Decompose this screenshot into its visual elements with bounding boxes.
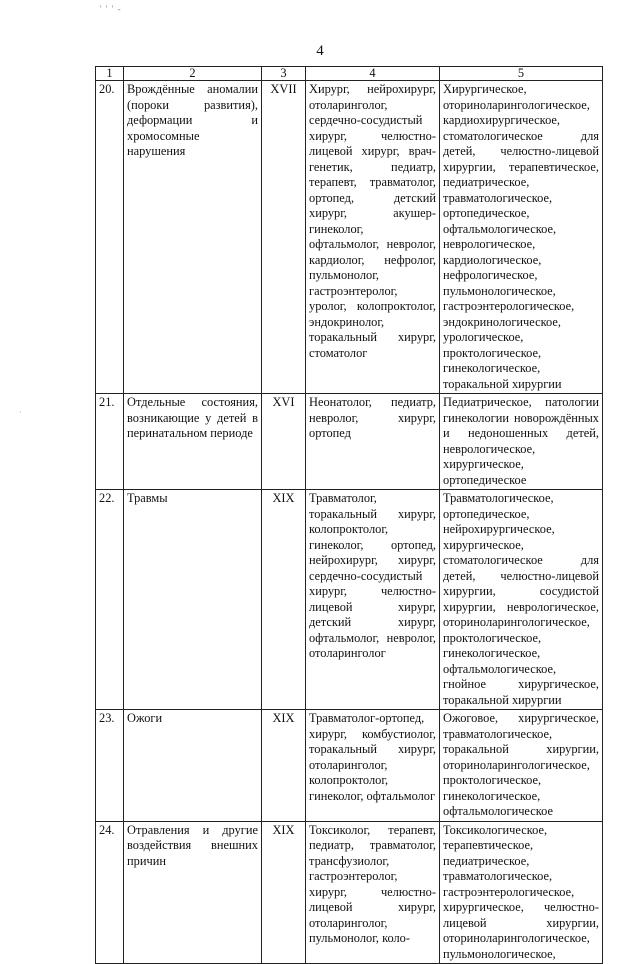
page-number: 4 [316, 43, 324, 59]
specialists-text: Неонатолог, педиатр, невролог, хирург, ортопед [309, 395, 436, 440]
departments-text: Травматологическое, ортопедическое, нейрохирургическое, хирургическое, стоматологическое для детей, челюстно-лицевой хирургии, сосудистой хирургии, неврологическое, оториноларингологическое, проктологическое, гинекологическое, офтальмологическое, гнойное хирургическое, торакальной хирургии [443, 491, 599, 707]
icd-chapter-cell: XVI [262, 394, 306, 490]
scan-edge-mark: · [19, 408, 22, 417]
row-number: 24. [96, 821, 124, 964]
specialists-text: Травматолог-ортопед, хирург, комбустиолог, торакальный хирург, отоларинголог, колопроктолог, гинеколог, офтальмолог [309, 711, 436, 803]
condition-text: Ожоги [127, 711, 163, 725]
departments-text: Ожоговое, хирургическое, травматологическое, торакальной хирургии, оториноларингологическое, проктологическое, гинекологическое, офтальмологическое [443, 711, 599, 818]
row-number: 21. [96, 394, 124, 490]
scan-corner-mark: ' ' ' - [100, 4, 122, 14]
condition-cell [124, 490, 262, 710]
icd-chapter-cell: XIX [262, 710, 306, 822]
table-row [96, 710, 603, 822]
table-header-row [96, 67, 603, 81]
departments-cell [440, 81, 603, 394]
departments-cell [440, 394, 603, 490]
condition-text: Отравления и другие воздействия внешних причин [127, 822, 258, 868]
table-row [96, 821, 603, 964]
departments-cell [440, 710, 603, 822]
table-row [96, 490, 603, 710]
specialists-cell [306, 490, 440, 710]
table-row [96, 81, 603, 394]
specialists-text: Травматолог, торакальный хирург, колопроктолог, гинеколог, ортопед, нейрохирург, хирург, сердечно-сосудистый хирург, челюстно-лицевой хирург, детский хирург, офтальмолог, невролог, отоларинголог [309, 491, 436, 660]
table-row [96, 394, 603, 490]
column-header-2: 2 [124, 67, 262, 81]
specialists-cell [306, 394, 440, 490]
column-header-3: 3 [262, 67, 306, 81]
column-header-4: 4 [306, 67, 440, 81]
departments-text: Хирургическое, оториноларингологическое, кардиохирургическое, стоматологическое для детей, челюстно-лицевой хирургии, терапевтическое, педиатрическое, травматологическое, ортопедическое, офтальмологическое, неврологическое, кардиологическое, нефрологическое, пульмонологическое, гастроэнтерологическое, эндокринологическое, урологическое, проктологическое, гинекологическое, торакальной хирургии [443, 82, 599, 391]
icd-chapter-cell: XVII [262, 81, 306, 394]
specialists-cell [306, 821, 440, 964]
departments-text: Токсикологическое, терапевтическое, педиатрическое, травматологическое, гастроэнтерологическое, хирургическое, челюстно-лицевой хирургии, оториноларингологическое, пульмонологическое, [443, 822, 599, 961]
specialists-text: Хирург, нейрохирург, отоларинголог, сердечно-сосудистый хирург, челюстно-лицевой хирург, врач-генетик, педиатр, терапевт, травматолог, ортопед, детский хирург, акушер-гинеколог, офтальмолог, невролог, кардиолог, нефролог, пульмонолог, гастроэнтеролог, уролог, колопроктолог, эндокринолог, торакальный хирург, стоматолог [309, 82, 436, 360]
column-header-1: 1 [96, 67, 124, 81]
row-number: 20. [96, 81, 124, 394]
condition-cell [124, 821, 262, 964]
column-header-5: 5 [440, 67, 603, 81]
icd-chapter-cell: XIX [262, 821, 306, 964]
condition-text: Отдельные состояния, возникающие у детей в перинатальном периоде [127, 395, 258, 440]
departments-cell [440, 490, 603, 710]
row-number: 23. [96, 710, 124, 822]
row-number: 22. [96, 490, 124, 710]
specialists-text: Токсиколог, терапевт, педиатр, травматолог, трансфузиолог, гастроэнтеролог, хирург, челюстно-лицевой хирург, отоларинголог, пульмонолог, коло- [309, 822, 436, 945]
specialists-cell [306, 710, 440, 822]
condition-cell [124, 81, 262, 394]
departments-cell [440, 821, 603, 964]
icd-chapter-cell: XIX [262, 490, 306, 710]
specialists-cell [306, 81, 440, 394]
specialists-table [95, 66, 603, 964]
condition-cell [124, 710, 262, 822]
condition-text: Врождённые аномалии (пороки развития), деформации и хромосомные нарушения [127, 82, 258, 158]
condition-cell [124, 394, 262, 490]
departments-text: Педиатрическое, патологии гинекологии новорождённых и недоношенных детей, неврологическое, хирургическое, ортопедическое [443, 395, 599, 487]
condition-text: Травмы [127, 491, 168, 505]
